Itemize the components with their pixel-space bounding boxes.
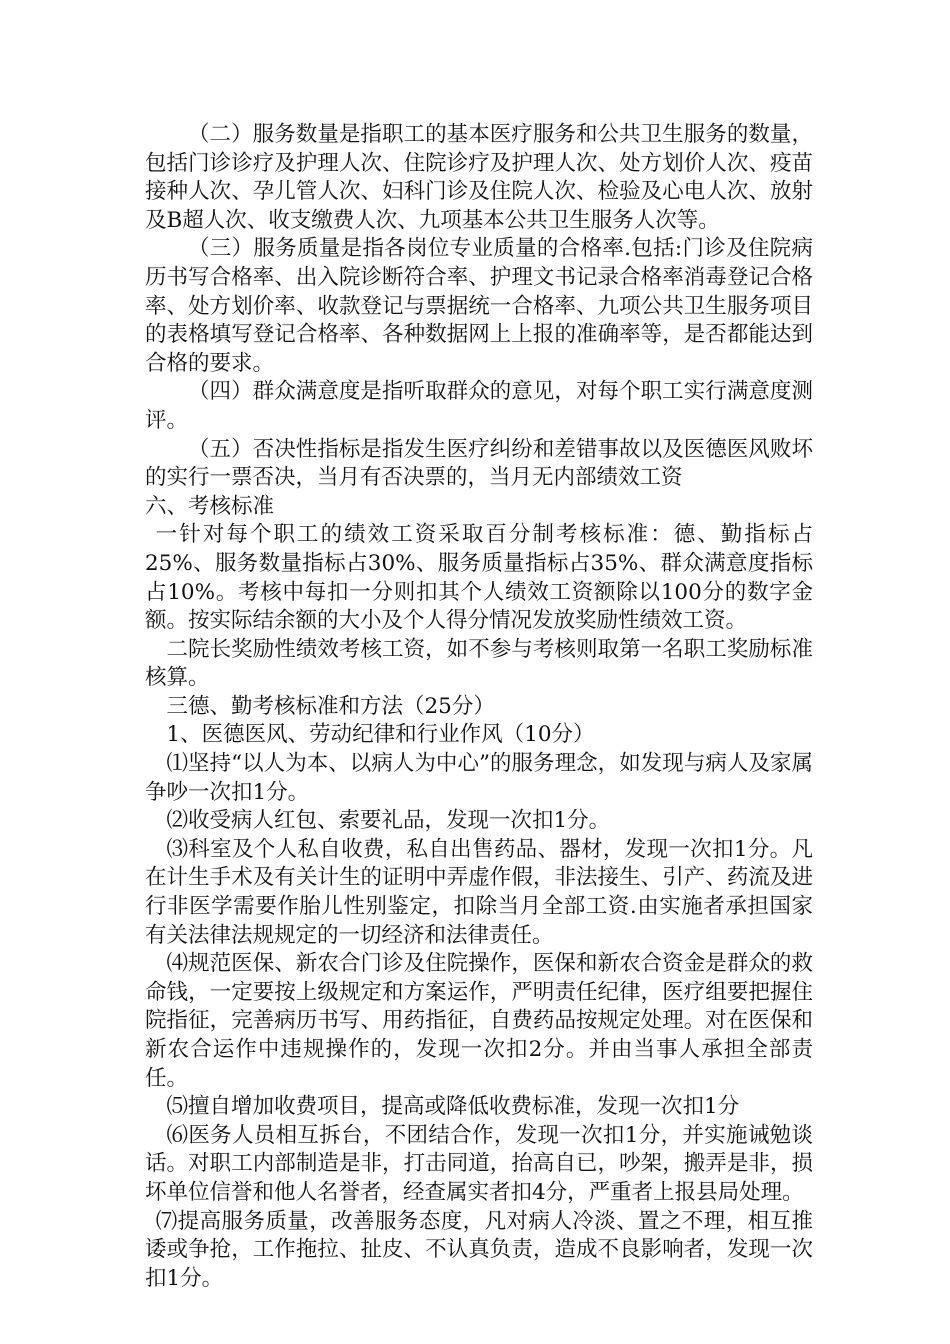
- section-heading-assessment-standard: 六、考核标准: [145, 493, 275, 519]
- paragraph-rule-2: ⑵收受病人红包、索要礼品，发现一次扣1分。: [166, 808, 611, 834]
- paragraph-rule-3: ⑶科室及个人私自收费，私自出售药品、器材，发现一次扣1分。凡在计生手术及有关计生的证明中弄虚作假，非法接生、引产、药流及进行非医学需要作胎儿性别鉴定，扣除当月全部工资.由实施者承担国家有关法律法规规定的一切经济和法律责任。: [145, 836, 813, 948]
- paragraph-standard-two: 二院长奖励性绩效考核工资，如不参与考核则取第一名职工奖励标准核算。: [145, 636, 813, 691]
- paragraph-rule-6: ⑹医务人员相互拆台，不团结合作，发现一次扣1分，并实施诫勉谈话。对职工内部制造是非，打击同道，抬高自已，吵架，搬弄是非，损坏单位信誉和他人名誉者，经查属实者扣4分，严重者上报县局处理。: [145, 1122, 813, 1205]
- paragraph-rule-5: ⑸擅自增加收费项目，提高或降低收费标准，发现一次扣1分: [166, 1094, 740, 1120]
- paragraph-service-quantity: （二）服务数量是指职工的基本医疗服务和公共卫生服务的数量，包括门诊诊疗及护理人次、住院诊疗及护理人次、处方划价人次、疫苗接种人次、孕儿管人次、妇科门诊及住院人次、检验及心电人次、放射及B超人次、收支缴费人次、九项基本公共卫生服务人次等。: [145, 122, 813, 233]
- paragraph-satisfaction: （四）群众满意度是指听取群众的意见，对每个职工实行满意度测评。: [145, 379, 813, 433]
- paragraph-rule-7: ⑺提高服务质量，改善服务态度，凡对病人冷淡、置之不理，相互推诿或争抢，工作拖拉、扯皮、不认真负责，造成不良影响者，发现一次扣1分。: [145, 1208, 813, 1291]
- paragraph-rule-4: ⑷规范医保、新农合门诊及住院操作，医保和新农合资金是群众的救命钱，一定要按上级规定和方案运作，严明责任纪律，医疗组要把握住院指征，完善病历书写、用药指征，自费药品按规定处理。对在医保和新农合运作中违规操作的，发现一次扣2分。并由当事人承担全部责任。: [145, 951, 813, 1091]
- paragraph-item-1-heading: 1、医德医风、劳动纪律和行业作风（10分）: [166, 722, 595, 748]
- paragraph-service-quality: （三）服务质量是指各岗位专业质量的合格率.包括:门诊及住院病历书写合格率、出入院诊断符合率、护理文书记录合格率消毒登记合格率、处方划价率、收款登记与票据统一合格率、九项公共卫生服务项目的表格填写登记合格率、各种数据网上上报的准确率等，是否都能达到合格的要求。: [145, 236, 813, 376]
- paragraph-rule-1: ⑴坚持“以人为本、以病人为中心”的服务理念，如发现与病人及家属争吵一次扣1分。: [145, 751, 813, 805]
- document-body: [145, 121, 813, 1293]
- paragraph-veto-indicator: （五）否决性指标是指发生医疗纠纷和差错事故以及医德医风败坏的实行一票否决，当月有否决票的，当月无内部绩效工资: [145, 436, 813, 491]
- paragraph-standard-three-heading: 三德、勤考核标准和方法（25分）: [166, 693, 495, 719]
- paragraph-standard-one: 一针对每个职工的绩效工资采取百分制考核标准：德、勤指标占25%、服务数量指标占30%、服务质量指标占35%、群众满意度指标占10%。考核中每扣一分则扣其个人绩效工资额除以100分的数字金额。按实际结余额的大小及个人得分情况发放奖励性绩效工资。: [145, 522, 813, 634]
